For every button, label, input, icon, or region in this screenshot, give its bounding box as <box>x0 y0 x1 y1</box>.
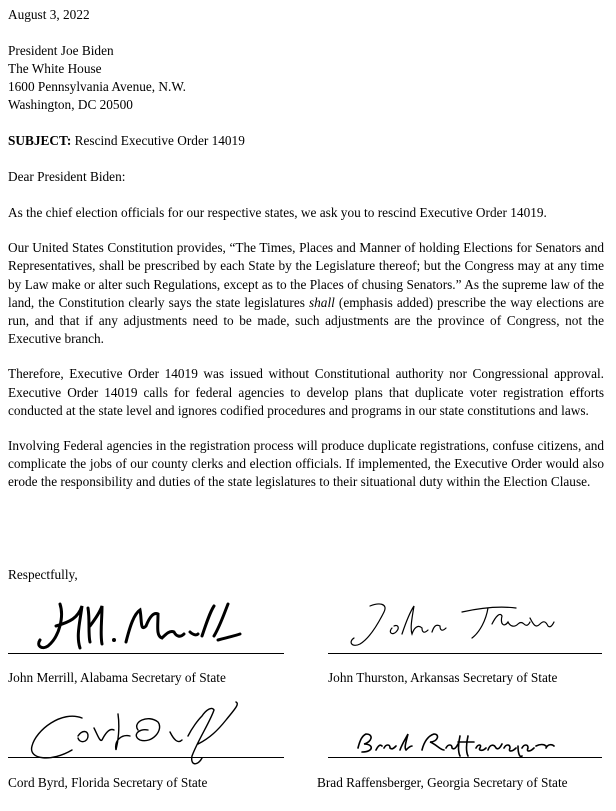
recipient-org: The White House <box>8 61 102 76</box>
signature-merrill <box>30 596 250 656</box>
letter <box>8 6 604 492</box>
subject-label: SUBJECT: <box>8 133 72 148</box>
paragraph-1: As the chief election officials for our respective states, we ask you to rescind Executive Order 14019. <box>8 205 547 220</box>
signature-line-byrd <box>8 757 284 758</box>
signature-line-thurston <box>328 653 602 654</box>
paragraph-2 <box>8 239 604 348</box>
paragraph-4: Involving Federal agencies in the registration process will produce duplicate registrations, confuse citizens, and complicate the jobs of our county clerks and election officials. If implemented, the Executive Order would also erode the responsibility and duties of the state legislatures to their situational duty within the Election Clause. <box>8 438 604 490</box>
signatory-name-merrill: John Merrill, Alabama Secretary of State <box>8 670 226 685</box>
recipient-address <box>8 42 604 114</box>
letter-date: August 3, 2022 <box>8 7 90 22</box>
closing: Respectfully, <box>8 567 78 582</box>
signature-byrd <box>22 700 252 770</box>
subject-line <box>8 132 604 150</box>
subject-text: Rescind Executive Order 14019 <box>74 133 245 148</box>
emphasis-shall: shall <box>308 294 335 310</box>
signatory-name-thurston: John Thurston, Arkansas Secretary of State <box>328 670 558 685</box>
recipient-street: 1600 Pennsylvania Avenue, N.W. <box>8 79 187 94</box>
paragraph-2-text-b: (emphasis added) prescribe the way elections are run, and that if any adjustments need to be made, such adjustments are the province of Congress, not the Executive branch. <box>8 294 604 347</box>
signature-raffensberger <box>350 730 560 760</box>
signature-line-raffensberger <box>328 757 602 758</box>
paragraph-2-text-a: Our United States Constitution provides, “The Times, Places and Manner of holding Elections for Senators and Representatives, shall be prescribed by each State by the Legislature thereof; but the Congress may at any time by Law make or alter such Regulations, except as to the Places of chusing Senators.” As the supreme law of the land, the Constitution clearly says the state legislatures <box>8 240 604 310</box>
salutation: Dear President Biden: <box>8 169 126 184</box>
signatory-name-byrd: Cord Byrd, Florida Secretary of State <box>8 775 208 790</box>
signature-thurston <box>340 598 570 653</box>
recipient-name: President Joe Biden <box>8 43 114 58</box>
signatory-name-raffensberger: Brad Raffensberger, Georgia Secretary of State <box>317 775 568 790</box>
recipient-city: Washington, DC 20500 <box>8 97 133 112</box>
paragraph-3: Therefore, Executive Order 14019 was issued without Constitutional authority nor Congressional approval. Executive Order 14019 calls for federal agencies to develop plans that duplicate voter registration efforts conducted at the state level and ignores codified procedures and programs in our state constitutions and laws. <box>8 366 604 418</box>
signature-line-merrill <box>8 653 284 654</box>
